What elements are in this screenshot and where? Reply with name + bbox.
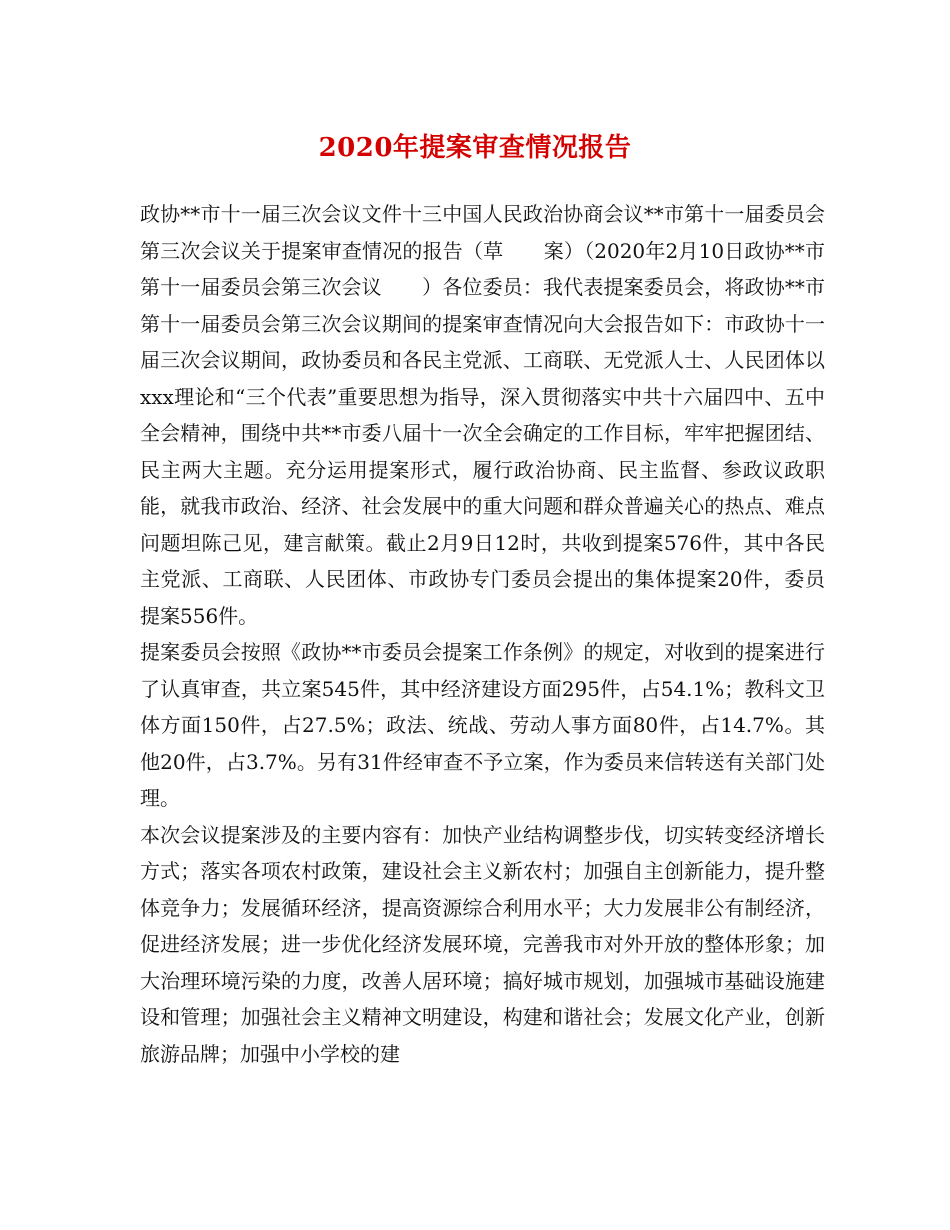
paragraph-3: 本次会议提案涉及的主要内容有：加快产业结构调整步伐，切实转变经济增长方式；落实各项农村政策，建设社会主义新农村；加强自主创新能力，提升整体竞争力；发展循环经济，提高资源综合利用水平；大力发展非公有制经济，促进经济发展；进一步优化经济发展环境，完善我市对外开放的整体形象；加大治理环境污染的力度，改善人居环境；搞好城市规划，加强城市基础设施建设和管理；加强社会主义精神文明建设，构建和谐社会；发展文化产业，创新旅游品牌；加强中小学校的建 (140, 822, 825, 1066)
document-body (140, 196, 825, 1072)
paragraph-2: 提案委员会按照《政协**市委员会提案工作条例》的规定，对收到的提案进行了认真审查，共立案545件，其中经济建设方面295件，占54.1%；教科文卫体方面150件，占27.5%；政法、统战、劳动人事方面80件，占14.7%。其他20件，占3.7%。另有31件经审查不予立案，作为委员来信转送有关部门处理。 (140, 640, 825, 810)
paragraph-1: 政协**市十一届三次会议文件十三中国人民政治协商会议**市第十一届委员会第三次会议关于提案审查情况的报告（草 案）（2020年2月10日政协**市第十一届委员会第三次会议 ）各位委员：我代表提案委员会，将政协**市第十一届委员会第三次会议期间的提案审查情况向大会报告如下：市政协十一届三次会议期间，政协委员和各民主党派、工商联、无党派人士、人民团体以xxx理论和“三个代表”重要思想为指导，深入贯彻落实中共十六届四中、五中全会精神，围绕中共**市委八届十一次全会确定的工作目标，牢牢把握团结、民主两大主题。充分运用提案形式，履行政治协商、民主监督、参政议政职能，就我市政治、经济、社会发展中的重大问题和群众普遍关心的热点、难点问题坦陈己见，建言献策。截止2月9日12时，共收到提案576件，其中各民主党派、工商联、人民团体、市政协专门委员会提出的集体提案20件，委员提案556件。 (140, 202, 825, 628)
document-title: 2020年提案审查情况报告 (318, 133, 632, 163)
